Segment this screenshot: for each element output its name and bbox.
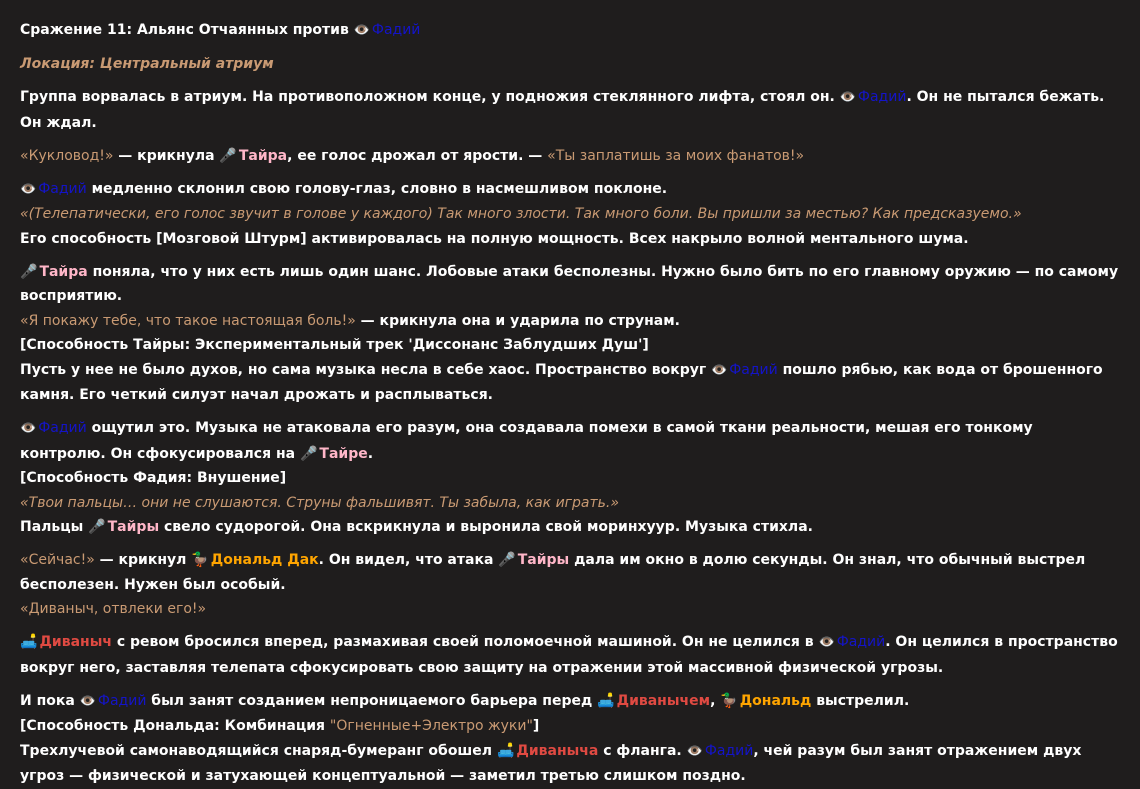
- story-line: [20, 714, 1122, 739]
- narration-text: Локация: Центральный атриум: [20, 56, 274, 72]
- eye-icon: 👁️: [839, 90, 856, 105]
- eye-icon: 👁️: [20, 421, 37, 436]
- character-name-fadiy: Фадий: [857, 89, 907, 105]
- narration-text: Пальцы: [20, 519, 89, 535]
- story-line: [20, 491, 1122, 516]
- character-name-fadiy: Фадий: [371, 22, 421, 38]
- story-line: [20, 52, 1122, 77]
- character-name-tayra: Тайра: [238, 147, 288, 164]
- story-line: [20, 358, 1122, 408]
- narration-text: «(Телепатически, его голос звучит в голове у каждого) Так много злости. Так много боли. Вы пришли за местью? Как предсказуемо.»: [20, 206, 1022, 222]
- story-line: [20, 202, 1122, 227]
- story-line: [20, 144, 1122, 169]
- eye-icon: 👁️: [686, 743, 703, 759]
- narration-text: [Способность Дональда: Комбинация: [20, 718, 330, 734]
- eye-icon: 👁️: [818, 635, 835, 650]
- story-line: [20, 227, 1122, 252]
- microphone-icon: 🎤: [20, 263, 38, 280]
- character-name-tayra: Тайры: [517, 552, 570, 568]
- narration-text: [Способность Тайры: Экспериментальный трек 'Диссонанс Заблудших Душ']: [20, 337, 649, 353]
- story-line: [20, 416, 1122, 466]
- narration-text: медленно склонил свою голову-глаз, словно в насмешливом поклоне.: [86, 180, 668, 197]
- duck-icon: 🦆: [191, 552, 209, 568]
- narration-text: Его способность [Мозговой Штурм] активировалась на полную мощность. Всех накрыло волной ментального шума.: [20, 230, 969, 247]
- narration-text: .: [367, 445, 374, 462]
- character-name-fadiy: Фадий: [836, 634, 886, 650]
- character-name-donald: Дональд Дак: [210, 552, 319, 568]
- narration-text: . Он целился в пространство вокруг него, заставляя телепата сфокусировать свою защиту на отражении этой массивной физической угрозы.: [20, 634, 1118, 676]
- duck-icon: 🦆: [720, 692, 738, 709]
- sofa-icon: 🛋️: [496, 742, 515, 759]
- story-line: [20, 177, 1122, 203]
- eye-icon: 👁️: [711, 362, 728, 378]
- narration-text: с фланга.: [598, 742, 687, 759]
- character-name-fadiy: Фадий: [729, 361, 778, 378]
- narration-text: — крикнула она и ударила по струнам.: [355, 312, 680, 329]
- narration-text: — крикнула: [113, 147, 220, 164]
- eye-icon: 👁️: [353, 23, 370, 38]
- speech-text: «Я покажу тебе, что такое настоящая боль!»: [20, 312, 356, 329]
- story-line: [20, 333, 1122, 358]
- eye-icon: 👁️: [20, 181, 37, 197]
- character-name-donald: Дональд: [739, 692, 812, 709]
- speech-text: «Диваныч, отвлеки его!»: [20, 601, 207, 617]
- narration-text: Группа ворвалась в атриум. На противоположном конце, у подножия стеклянного лифта, стоял он.: [20, 89, 840, 105]
- narration-text: , ее голос дрожал от ярости. —: [287, 147, 548, 164]
- narration-text: , чей разум был занят отражением двух угроз — физической и затухающей концептуальной — заметил третью слишком поздно.: [20, 742, 1082, 784]
- narration-text: свело судорогой. Она вскрикнула и выронила свой моринхуур. Музыка стихла.: [159, 519, 813, 535]
- narration-text: Сражение 11: Альянс Отчаянных против: [20, 22, 354, 38]
- narration-text: пошло рябью, как вода от брошенного камня. Его четкий силуэт начал дрожать и расплываться.: [20, 361, 1103, 403]
- narration-text: ]: [532, 718, 540, 734]
- character-name-divan: Диванычем: [616, 692, 711, 709]
- narration-text: [Способность Фадия: Внушение]: [20, 470, 287, 486]
- narration-text: ощутил это. Музыка не атаковала его разум, она создавала помехи в самой ткани реальности, мешая его тонкому контролю. Он сфокусировался на: [20, 420, 1033, 462]
- story-line: [20, 630, 1122, 680]
- narration-text: И пока: [20, 692, 80, 709]
- story-line: [20, 85, 1122, 135]
- quote-text: "Огненные+Электро жуки": [329, 718, 533, 734]
- microphone-icon: 🎤: [219, 147, 237, 164]
- story-log: [20, 18, 1122, 789]
- character-name-divan: Диваныч: [39, 634, 112, 650]
- battle-title: [20, 18, 1122, 44]
- story-line: [20, 689, 1122, 715]
- narration-text: — крикнул: [94, 552, 192, 568]
- story-line: [20, 309, 1122, 334]
- narration-text: Пусть у нее не было духов, но сама музыка несла в себе хаос. Пространство вокруг: [20, 361, 712, 378]
- microphone-icon: 🎤: [88, 519, 106, 535]
- narration-text: выстрелил.: [811, 692, 910, 709]
- microphone-icon: 🎤: [498, 552, 516, 568]
- story-line: [20, 515, 1122, 540]
- story-line: [20, 739, 1122, 789]
- eye-icon: 👁️: [79, 693, 96, 709]
- speech-text: «Сейчас!»: [20, 552, 95, 568]
- speech-text: «Ты заплатишь за моих фанатов!»: [547, 147, 805, 164]
- sofa-icon: 🛋️: [597, 692, 615, 709]
- microphone-icon: 🎤: [299, 445, 318, 462]
- narration-text: Трехлучевой самонаводящийся снаряд-бумеранг обошел: [20, 742, 497, 759]
- character-name-fadiy: Фадий: [97, 692, 147, 709]
- speech-text: «Кукловод!»: [20, 147, 114, 164]
- narration-text: поняла, что у них есть лишь один шанс. Лобовые атаки бесполезны. Нужно было бить по его главному оружию — по самому восприятию.: [20, 263, 1119, 304]
- character-name-divan: Диваныча: [516, 742, 599, 759]
- character-name-fadiy: Фадий: [38, 420, 87, 436]
- character-name-tayra: Тайра: [39, 263, 88, 280]
- story-line: [20, 597, 1122, 622]
- narration-text: был занят созданием непроницаемого барьера перед: [146, 692, 598, 709]
- story-line: [20, 260, 1122, 309]
- character-name-tayra: Тайре: [319, 445, 368, 462]
- story-line: [20, 548, 1122, 597]
- character-name-fadiy: Фадий: [38, 180, 87, 197]
- character-name-fadiy: Фадий: [704, 742, 754, 759]
- narration-text: ,: [710, 692, 721, 709]
- narration-text: с ревом бросился вперед, размахивая своей поломоечной машиной. Он не целился в: [111, 634, 819, 650]
- narration-text: . Он не пытался бежать. Он ждал.: [20, 89, 1105, 131]
- character-name-tayra: Тайры: [107, 519, 160, 535]
- story-line: [20, 466, 1122, 491]
- narration-text: дала им окно в долю секунды. Он знал, что обычный выстрел бесполезен. Нужен был особый.: [20, 552, 1086, 593]
- narration-text: . Он видел, что атака: [318, 552, 499, 568]
- sofa-icon: 🛋️: [20, 634, 38, 650]
- narration-text: «Твои пальцы… они не слушаются. Струны фальшивят. Ты забыла, как играть.»: [20, 494, 619, 511]
